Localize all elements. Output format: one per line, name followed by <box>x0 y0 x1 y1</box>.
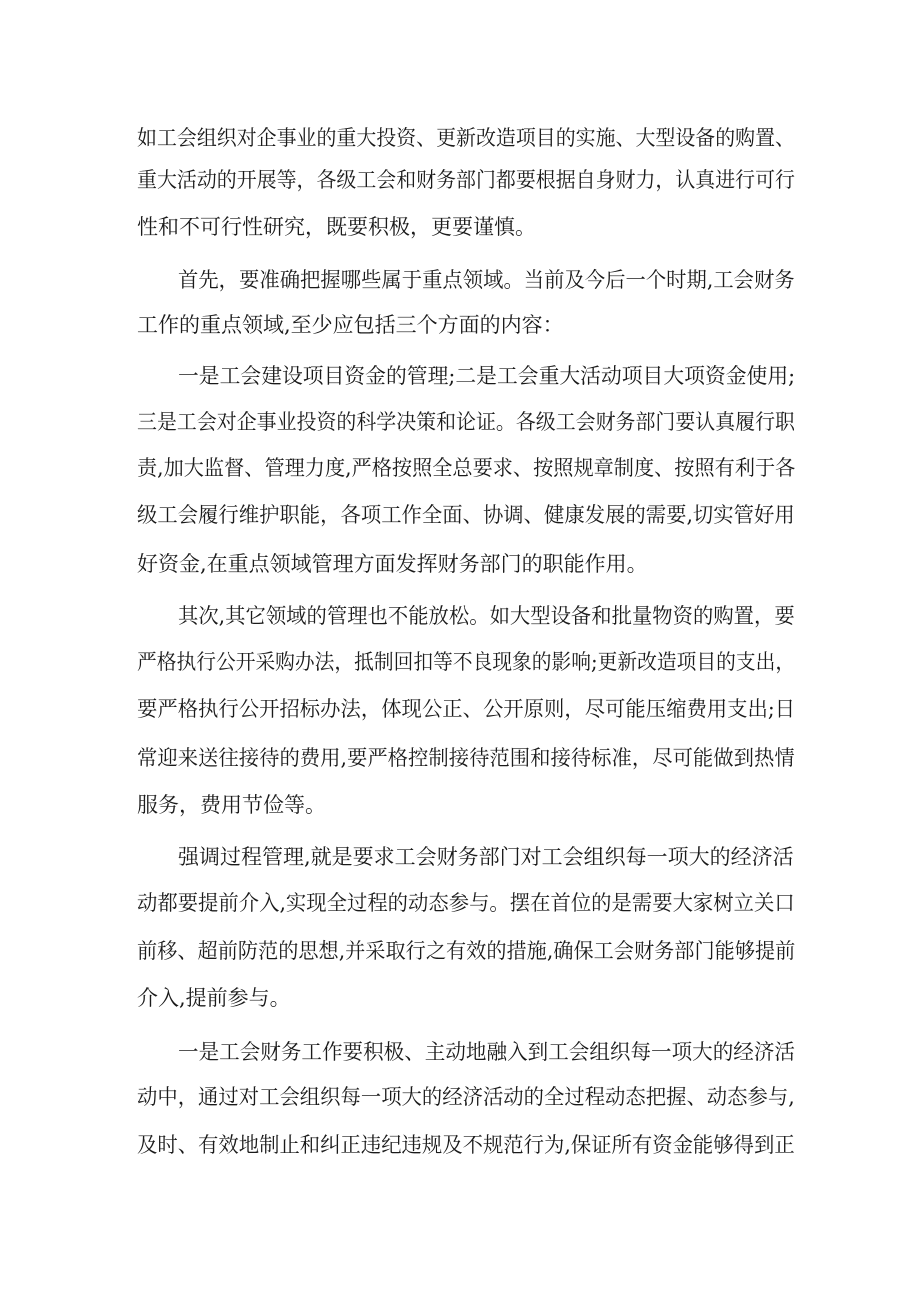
text-line: 介入,提前参与。 <box>137 986 291 1010</box>
text-line: 动中，通过对工会组织每一项大的经济活动的全过程动态把握、动态参与, <box>137 1085 795 1109</box>
text-line: 三是工会对企事业投资的科学决策和论证。各级工会财务部门要认真履行职 <box>137 410 795 434</box>
text-line: 一是工会财务工作要积极、主动地融入到工会组织每一项大的经济活 <box>178 1040 795 1064</box>
text-line: 及时、有效地制止和纠正违纪违规及不规范行为,保证所有资金能够得到正 <box>137 1133 795 1157</box>
text-line: 要严格执行公开招标办法，体现公正、公开原则，尽可能压缩费用支出;日 <box>137 697 796 721</box>
text-line: 一是工会建设项目资金的管理;二是工会重大活动项目大项资金使用; <box>178 364 796 388</box>
text-line: 性和不可行性研究，既要积极，更要谨慎。 <box>137 215 536 239</box>
text-line: 级工会履行维护职能，各项工作全面、协调、健康发展的需要,切实管好用 <box>137 503 795 527</box>
text-line: 首先，要准确把握哪些属于重点领域。当前及今后一个时期,工会财务 <box>178 268 795 292</box>
text-line: 前移、超前防范的思想,并采取行之有效的措施,确保工会财务部门能够提前 <box>137 939 796 963</box>
text-line: 严格执行公开采购办法，抵制回扣等不良现象的影响;更新改造项目的支出， <box>137 650 796 674</box>
text-line: 其次,其它领域的管理也不能放松。如大型设备和批量物资的购置，要 <box>178 604 795 628</box>
text-line: 强调过程管理,就是要求工会财务部门对工会组织每一项大的经济活 <box>178 845 794 869</box>
text-line: 工作的重点领域,至少应包括三个方面的内容： <box>137 313 564 337</box>
text-line: 动都要提前介入,实现全过程的动态参与。摆在首位的是需要大家树立关口 <box>137 891 795 915</box>
text-line: 好资金,在重点领域管理方面发挥财务部门的职能作用。 <box>137 552 648 576</box>
text-line: 如工会组织对企事业的重大投资、更新改造项目的实施、大型设备的购置、 <box>137 126 795 150</box>
text-line: 常迎来送往接待的费用,要严格控制接待范围和接待标准，尽可能做到热情 <box>137 746 795 770</box>
text-line: 重大活动的开展等，各级工会和财务部门都要根据自身财力，认真进行可行 <box>137 168 795 192</box>
text-line: 责,加大监督、管理力度,严格按照全总要求、按照规章制度、按照有利于各 <box>137 456 796 480</box>
text-line: 服务，费用节俭等。 <box>137 793 326 817</box>
